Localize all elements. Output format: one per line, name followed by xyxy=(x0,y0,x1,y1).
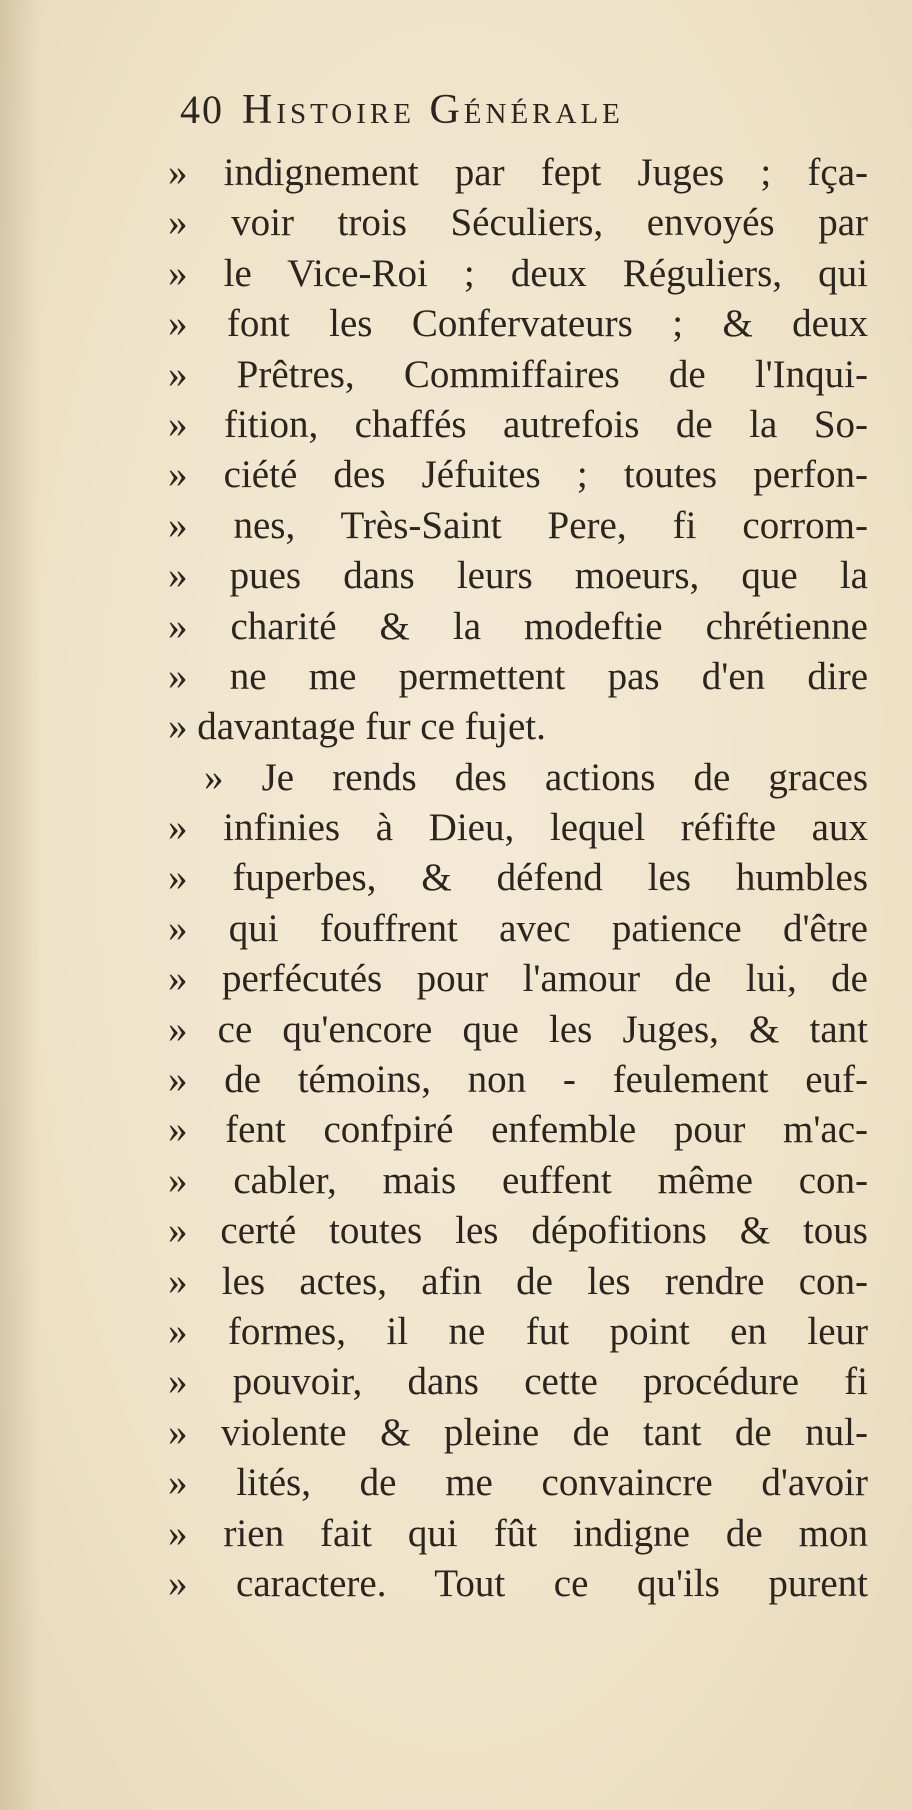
text-line: » qui fouffrent avec patience d'être xyxy=(168,906,868,950)
text-line: » ne me permettent pas d'en dire xyxy=(168,654,868,698)
text-line: » violente & pleine de tant de nul- xyxy=(168,1410,868,1454)
text-line: » ce qu'encore que les Juges, & tant xyxy=(168,1007,868,1051)
text-line: » cabler, mais euffent même con- xyxy=(168,1158,868,1202)
text-line: » Je rends des actions de graces xyxy=(204,755,868,799)
text-line: » pouvoir, dans cette procédure fi xyxy=(168,1360,868,1404)
text-line: » pues dans leurs moeurs, que la xyxy=(168,554,868,598)
text-line: » de témoins, non - feulement euf- xyxy=(168,1058,868,1102)
text-line: » fent confpiré enfemble pour m'ac- xyxy=(168,1108,868,1152)
text-line: » ciété des Jéfuites ; toutes perfon- xyxy=(168,453,868,497)
text-line: » font les Confervateurs ; & deux xyxy=(168,302,868,346)
text-line: » fuperbes, & défend les humbles xyxy=(168,856,868,900)
text-line: » les actes, afin de les rendre con- xyxy=(168,1259,868,1303)
text-line: » voir trois Séculiers, envoyés par xyxy=(168,201,868,245)
page-number: 40 xyxy=(180,87,224,132)
text-line: » nes, Très-Saint Pere, fi corrom- xyxy=(168,503,868,547)
gutter-shadow xyxy=(0,0,40,1810)
text-line: » rien fait qui fût indigne de mon xyxy=(168,1511,868,1555)
body-text xyxy=(168,148,868,1609)
text-line: » charité & la modeftie chrétienne xyxy=(168,604,868,648)
text-line: » formes, il ne fut point en leur xyxy=(168,1309,868,1353)
text-line: » Prêtres, Commiffaires de l'Inqui- xyxy=(168,352,868,396)
running-head xyxy=(180,86,820,142)
text-line: » caractere. Tout ce qu'ils purent xyxy=(168,1561,868,1605)
text-line: » fition, chaffés autrefois de la So- xyxy=(168,402,868,446)
text-line: » davantage fur ce fujet. xyxy=(168,705,546,749)
text-line: » perfécutés pour l'amour de lui, de xyxy=(168,957,868,1001)
text-line: » indignement par fept Juges ; fça- xyxy=(168,151,868,194)
text-line: » lités, de me convaincre d'avoir xyxy=(168,1461,868,1505)
text-line: » certé toutes les dépofitions & tous xyxy=(168,1209,868,1253)
running-title: Histoire Générale xyxy=(242,87,624,133)
text-line: » infinies à Dieu, lequel réfifte aux xyxy=(168,806,868,850)
text-line: » le Vice-Roi ; deux Réguliers, qui xyxy=(168,251,868,295)
